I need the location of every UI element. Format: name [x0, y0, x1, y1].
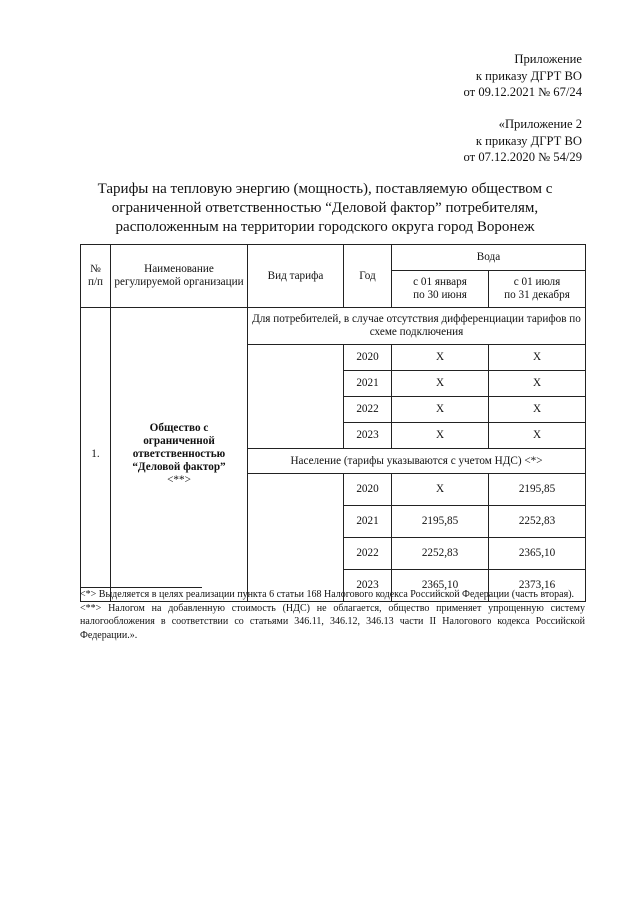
organization-name: Общество с ограниченной ответственностью “Деловой фактор” <**> [111, 308, 248, 602]
value-cell: X [489, 371, 586, 397]
value-cell: 2252,83 [392, 538, 489, 570]
section-row [81, 308, 586, 345]
appendix-line: к приказу ДГРТ ВО [475, 68, 582, 83]
header-year: Год [344, 245, 392, 308]
appendix-line: к приказу ДГРТ ВО [475, 133, 582, 148]
tariff-type-cell [248, 474, 344, 602]
section-label: Для потребителей, в случае отсутствия дифференциации тарифов по схеме подключения [248, 308, 586, 345]
tariff-type-cell [248, 345, 344, 449]
value-cell: 2252,83 [489, 506, 586, 538]
year-cell: 2020 [344, 345, 392, 371]
year-cell: 2021 [344, 506, 392, 538]
value-cell: X [392, 397, 489, 423]
appendix-header [464, 51, 582, 101]
year-cell: 2022 [344, 538, 392, 570]
header-period-1: с 01 января по 30 июня [392, 271, 489, 308]
header-period-2: с 01 июля по 31 декабря [489, 271, 586, 308]
title-line: ограниченной ответственностью “Деловой фактор” потребителям, [111, 200, 539, 216]
value-cell: 2195,85 [489, 474, 586, 506]
footnote-2: <**> Налогом на добавленную стоимость (НДС) не облагается, общество применяет упрощенную систему налогообложения в соответствии со статьями 346.11, 346.12, 346.13 части II Налогового кодекса Российской Федерации.». [80, 602, 585, 641]
appendix-line: от 09.12.2021 № 67/24 [463, 85, 582, 99]
value-cell: 2373,16 [489, 570, 586, 602]
row-number: 1. [81, 308, 111, 602]
footnotes [80, 588, 585, 642]
value-cell: X [392, 371, 489, 397]
footnote-1: <*> Выделяется в целях реализации пункта 6 статьи 168 Налогового кодекса Российской Федерации (часть вторая). [80, 589, 575, 600]
value-cell: 2365,10 [392, 570, 489, 602]
value-cell: 2365,10 [489, 538, 586, 570]
value-cell: X [392, 423, 489, 449]
value-cell: X [489, 397, 586, 423]
header-water: Вода [392, 245, 586, 271]
appendix-line: Приложение [514, 52, 582, 66]
header-number: № п/п [81, 245, 111, 308]
year-cell: 2022 [344, 397, 392, 423]
value-cell: X [489, 345, 586, 371]
year-cell: 2023 [344, 570, 392, 602]
appendix-line: от 07.12.2020 № 54/29 [463, 150, 582, 164]
header-organization: Наименование регулируемой организации [111, 245, 248, 308]
appendix-line: «Приложение 2 [498, 117, 582, 131]
value-cell: X [392, 474, 489, 506]
title-line: Тарифы на тепловую энергию (мощность), поставляемую обществом с [97, 181, 553, 197]
tariff-table [80, 244, 586, 602]
header-row [81, 245, 586, 271]
value-cell: X [392, 345, 489, 371]
header-tariff-type: Вид тарифа [248, 245, 344, 308]
previous-appendix-header [464, 116, 582, 166]
document-title [60, 180, 590, 237]
year-cell: 2020 [344, 474, 392, 506]
section-label: Население (тарифы указываются с учетом НДС) <*> [248, 449, 586, 474]
value-cell: 2195,85 [392, 506, 489, 538]
title-line: расположенным на территории городского округа город Воронеж [115, 219, 535, 235]
year-cell: 2023 [344, 423, 392, 449]
year-cell: 2021 [344, 371, 392, 397]
value-cell: X [489, 423, 586, 449]
